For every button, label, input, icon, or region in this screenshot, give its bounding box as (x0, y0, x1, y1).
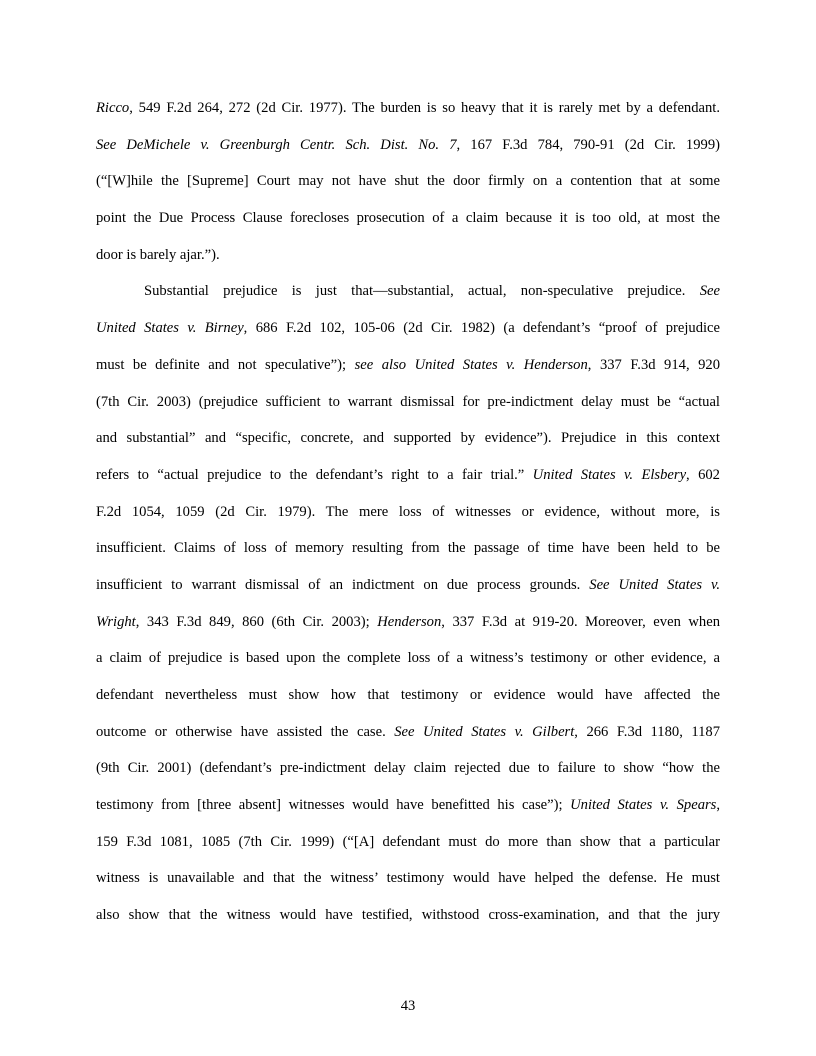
text-run: , 337 F.3d 914, 920 (587, 356, 720, 373)
text-line (96, 384, 720, 421)
text-line (96, 897, 720, 934)
body-text (96, 90, 720, 934)
text-line (96, 860, 720, 897)
text-run: door is barely ajar.”). (96, 246, 220, 263)
text-line (96, 127, 720, 164)
text-run: outcome or otherwise have assisted the case. (96, 723, 395, 740)
text-run: Substantial prejudice is just that—substantial, actual, non-speculative prejudice. (144, 283, 700, 300)
page-number: 43 (400, 998, 416, 1014)
text-line (96, 200, 720, 237)
text-run: and substantial” and “specific, concrete, and supported by evidence”). Prejudice in this context (96, 430, 720, 447)
text-run: must be definite and not speculative”); (96, 356, 355, 373)
text-run: , 167 F.3d 784, 790-91 (2d Cir. 1999) (456, 136, 720, 153)
text-line (96, 347, 720, 384)
case-citation: Ricco (96, 100, 130, 116)
text-line (96, 677, 720, 714)
text-run: refers to “actual prejudice to the defendant’s right to a fair trial.” (96, 466, 533, 483)
text-run: , 266 F.3d 1180, 1187 (574, 723, 720, 740)
text-line (96, 90, 720, 127)
text-run: also show that the witness would have testified, withstood cross-examination, and that the jury (96, 907, 720, 924)
text-line (96, 237, 720, 274)
case-citation: see also United States v. Henderson (354, 356, 588, 373)
text-run: , (716, 797, 721, 814)
text-line (96, 567, 720, 604)
text-line (96, 787, 720, 824)
text-run: , 343 F.3d 849, 860 (6th Cir. 2003); (135, 613, 378, 630)
text-line (96, 750, 720, 787)
case-citation: Henderson (377, 613, 442, 630)
text-run: witness is unavailable and that the witness’ testimony would have helped the defense. He must (96, 870, 720, 887)
signal-word: See (699, 283, 720, 300)
text-line (96, 163, 720, 200)
text-line (96, 640, 720, 677)
text-line (96, 457, 720, 494)
case-citation: United States v. Spears (570, 797, 717, 814)
case-citation: See DeMichele v. Greenburgh Centr. Sch. Dist. No. 7 (96, 136, 457, 153)
case-citation: United States v. Birney (96, 320, 244, 337)
text-run: , 686 F.2d 102, 105-06 (2d Cir. 1982) (a defendant’s “proof of prejudice (243, 320, 720, 337)
text-run: defendant nevertheless must show how that testimony or evidence would have affected the (96, 687, 720, 703)
text-run: point the Due Process Clause forecloses prosecution of a claim because it is too old, at most the (96, 210, 720, 227)
text-line (96, 310, 720, 347)
text-line (96, 714, 720, 751)
text-run: testimony from [three absent] witnesses would have benefitted his case”); (96, 797, 571, 814)
text-line (96, 494, 720, 531)
case-citation: See United States v. Gilbert (394, 723, 575, 740)
text-run: , 602 (686, 466, 720, 483)
text-line (96, 604, 720, 641)
text-run: F.2d 1054, 1059 (2d Cir. 1979). The mere loss of witnesses or evidence, without more, is (96, 503, 720, 520)
text-run: , 549 F.2d 264, 272 (2d Cir. 1977). The burden is so heavy that it is rarely met by a defendant. (129, 100, 720, 116)
text-run: 159 F.3d 1081, 1085 (7th Cir. 1999) (“[A] defendant must do more than show that a particular (96, 833, 720, 850)
text-line (96, 420, 720, 457)
text-run: insufficient to warrant dismissal of an indictment on due process grounds. (96, 576, 590, 593)
case-citation: Wright (96, 613, 136, 630)
text-run: a claim of prejudice is based upon the complete loss of a witness’s testimony or other evidence, a (96, 650, 720, 667)
text-run: , 337 F.3d at 919-20. Moreover, even when (441, 613, 720, 630)
text-run: (7th Cir. 2003) (prejudice sufficient to warrant dismissal for pre-indictment delay must be “actual (96, 393, 720, 410)
text-run: (“[W]hile the [Supreme] Court may not have shut the door firmly on a contention that at some (96, 173, 720, 190)
case-citation: See United States v. (589, 576, 720, 593)
case-citation: United States v. Elsbery (532, 466, 687, 483)
text-run: insufficient. Claims of loss of memory resulting from the passage of time have been held to be (96, 540, 720, 557)
text-line (96, 824, 720, 861)
text-run: (9th Cir. 2001) (defendant’s pre-indictment delay claim rejected due to failure to show “how the (96, 760, 720, 777)
text-line (96, 273, 720, 310)
text-line (96, 530, 720, 567)
